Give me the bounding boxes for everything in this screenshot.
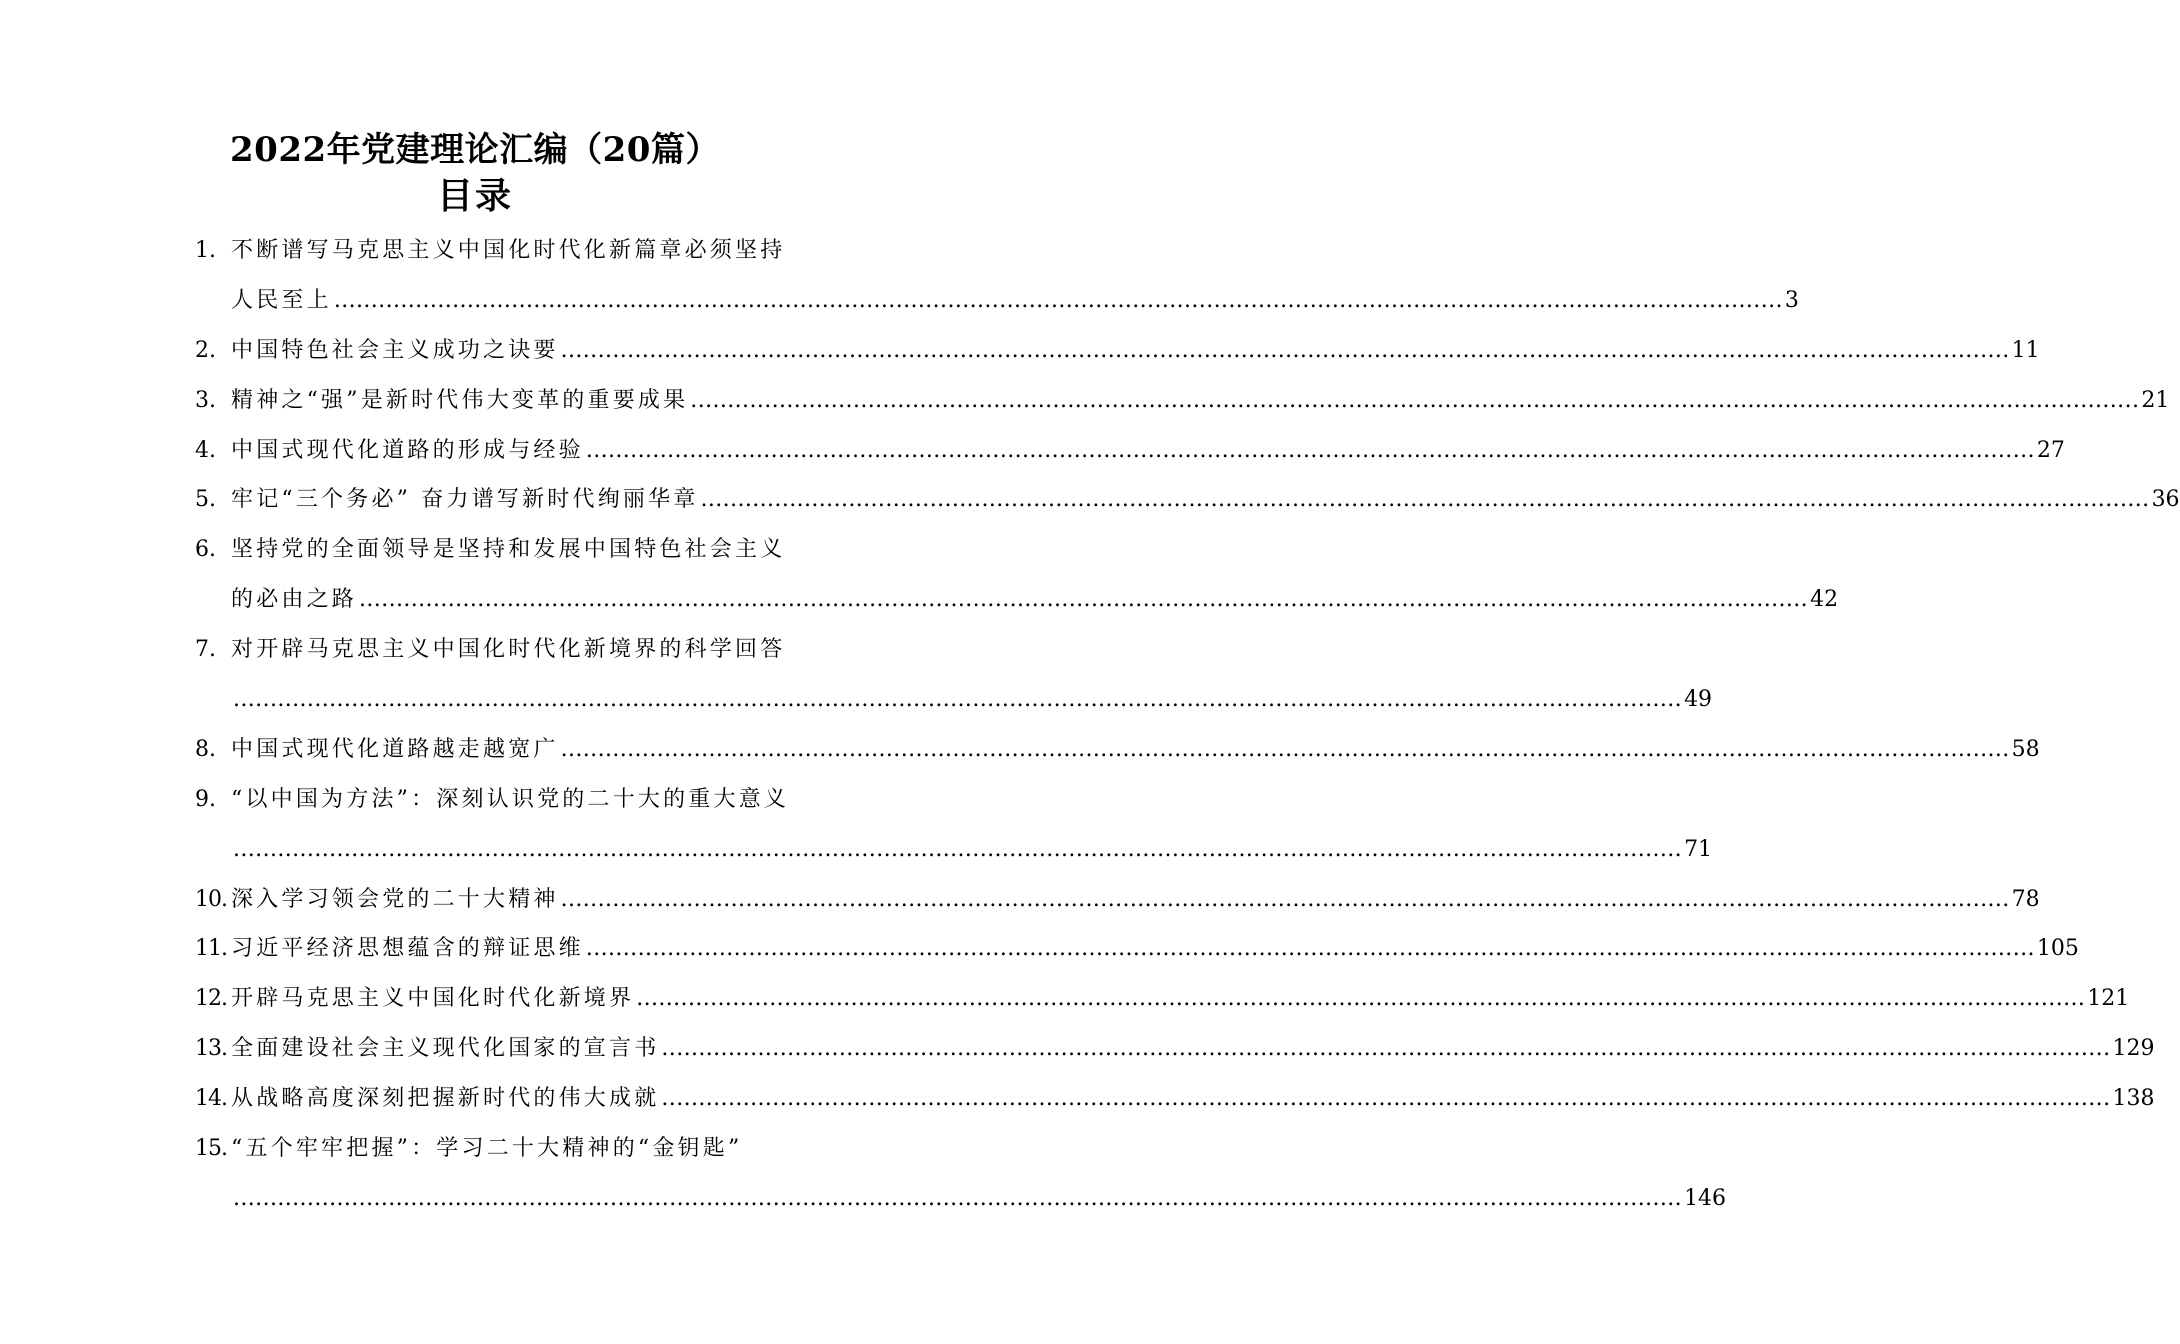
toc-entry[interactable] [195, 625, 1713, 725]
toc-entry[interactable] [195, 226, 1799, 326]
toc-page-number: 36 [2151, 487, 2180, 513]
toc-page-number: 3 [1784, 287, 1799, 313]
toc-entry-title: 精神之“强”是新时代伟大变革的重要成果 [231, 387, 689, 413]
toc-page-number: 21 [2141, 387, 2170, 413]
table-of-contents [195, 226, 2180, 1224]
toc-page-number: 78 [2011, 886, 2040, 912]
toc-entry[interactable] [195, 426, 2065, 476]
toc-entry-line [195, 1174, 1727, 1224]
toc-dot-leader [701, 475, 2150, 525]
toc-page-number: 138 [2112, 1086, 2155, 1112]
toc-entry-number: 6. [195, 537, 216, 563]
toc-entry-number: 2. [195, 337, 216, 363]
toc-page-number: 11 [2011, 337, 2040, 363]
toc-page-number: 58 [2011, 736, 2040, 762]
toc-entry-number: 11. [195, 936, 227, 962]
toc-entry-title: 深入学习领会党的二十大精神 [231, 886, 559, 912]
toc-entry-title: 中国式现代化道路的形成与经验 [231, 437, 584, 463]
toc-entry-line [195, 575, 1839, 625]
toc-entry-title: 的必由之路 [231, 587, 358, 613]
toc-page-number: 42 [1810, 587, 1839, 613]
toc-entry-title: 中国特色社会主义成功之诀要 [231, 337, 559, 363]
toc-entry-line [195, 825, 1713, 875]
toc-dot-leader [636, 974, 2085, 1024]
toc-entry-title: 不断谱写马克思主义中国化时代化新篇章必须坚持 [231, 238, 786, 263]
toc-entry-title: 对开辟马克思主义中国化时代化新境界的科学回答 [231, 637, 786, 663]
toc-entry-title: 中国式现代化道路越走越宽广 [231, 736, 559, 762]
toc-entry-number: 15. [195, 1136, 227, 1162]
toc-entry-line [195, 525, 807, 575]
toc-dot-leader [586, 924, 2035, 974]
toc-page-number: 71 [1684, 836, 1713, 862]
toc-entry-number: 8. [195, 736, 216, 762]
toc-entry-line [195, 376, 2170, 426]
toc-entry-number: 7. [195, 637, 216, 663]
toc-page-number: 105 [2036, 936, 2079, 962]
toc-dot-leader [690, 376, 2139, 426]
toc-entry-line [195, 475, 2180, 525]
toc-entry-line [195, 974, 2130, 1024]
toc-heading: 目录 [436, 175, 513, 217]
toc-page-number: 49 [1684, 687, 1713, 713]
toc-entry[interactable] [195, 525, 1839, 625]
toc-entry-line [195, 226, 807, 276]
toc-dot-leader [661, 1074, 2110, 1124]
toc-entry-line [195, 1024, 2155, 1074]
toc-entry[interactable] [195, 376, 2170, 426]
toc-entry[interactable] [195, 475, 2180, 525]
toc-dot-leader [661, 1024, 2110, 1074]
toc-dot-leader [233, 675, 1682, 725]
toc-entry-line [195, 725, 2040, 775]
toc-entry-line [195, 1124, 807, 1174]
toc-entry-number: 10. [195, 886, 227, 912]
toc-entry-number: 14. [195, 1086, 227, 1112]
toc-entry-number: 3. [195, 387, 216, 413]
toc-entry-title: 坚持党的全面领导是坚持和发展中国特色社会主义 [231, 537, 786, 563]
toc-entry-number: 5. [195, 487, 216, 513]
toc-dot-leader [359, 575, 1808, 625]
toc-entry-line [195, 276, 1799, 326]
toc-entry[interactable] [195, 1074, 2155, 1124]
toc-dot-leader [586, 426, 2035, 476]
toc-page-number: 146 [1684, 1185, 1727, 1211]
toc-entry[interactable] [195, 1124, 1727, 1224]
toc-dot-leader [561, 725, 2010, 775]
toc-entry-number: 4. [195, 437, 216, 463]
toc-entry-number: 12. [195, 986, 227, 1012]
toc-entry-title: 从战略高度深刻把握新时代的伟大成就 [231, 1086, 660, 1112]
toc-entry-title: “以中国为方法”：深刻认识党的二十大的重大意义 [231, 786, 790, 812]
toc-entry[interactable] [195, 326, 2040, 376]
toc-entry-line [195, 924, 2079, 974]
toc-entry[interactable] [195, 974, 2130, 1024]
document-title: 2022年党建理论汇编（20篇） [230, 130, 720, 170]
toc-dot-leader [561, 326, 2010, 376]
toc-entry-line [195, 675, 1713, 725]
toc-page-number: 129 [2112, 1036, 2155, 1062]
toc-dot-leader [233, 825, 1682, 875]
toc-dot-leader [233, 1174, 1682, 1224]
toc-entry[interactable] [195, 924, 2079, 974]
toc-entry[interactable] [195, 725, 2040, 775]
toc-entry-number: 9. [195, 786, 216, 812]
toc-entry-title: 全面建设社会主义现代化国家的宣言书 [231, 1036, 660, 1062]
toc-entry-title: 人民至上 [231, 287, 332, 313]
toc-entry-number: 1. [195, 238, 216, 263]
toc-entry-line [195, 426, 2065, 476]
toc-entry-line [195, 1074, 2155, 1124]
toc-dot-leader [334, 276, 1783, 326]
toc-entry-title: “五个牢牢把握”：学习二十大精神的“金钥匙” [231, 1136, 743, 1162]
toc-entry-title: 牢记“三个务必” 奋力谱写新时代绚丽华章 [231, 487, 699, 513]
toc-dot-leader [561, 875, 2010, 925]
toc-entry[interactable] [195, 775, 1713, 875]
toc-entry-title: 开辟马克思主义中国化时代化新境界 [231, 986, 635, 1012]
toc-entry-line [195, 625, 807, 675]
toc-page-number: 121 [2087, 986, 2130, 1012]
toc-entry-title: 习近平经济思想蕴含的辩证思维 [231, 936, 584, 962]
toc-entry-line [195, 875, 2040, 925]
toc-entry-line [195, 775, 807, 825]
toc-entry[interactable] [195, 1024, 2155, 1074]
toc-entry-number: 13. [195, 1036, 227, 1062]
toc-entry-line [195, 326, 2040, 376]
toc-entry[interactable] [195, 875, 2040, 925]
toc-page-number: 27 [2036, 437, 2065, 463]
